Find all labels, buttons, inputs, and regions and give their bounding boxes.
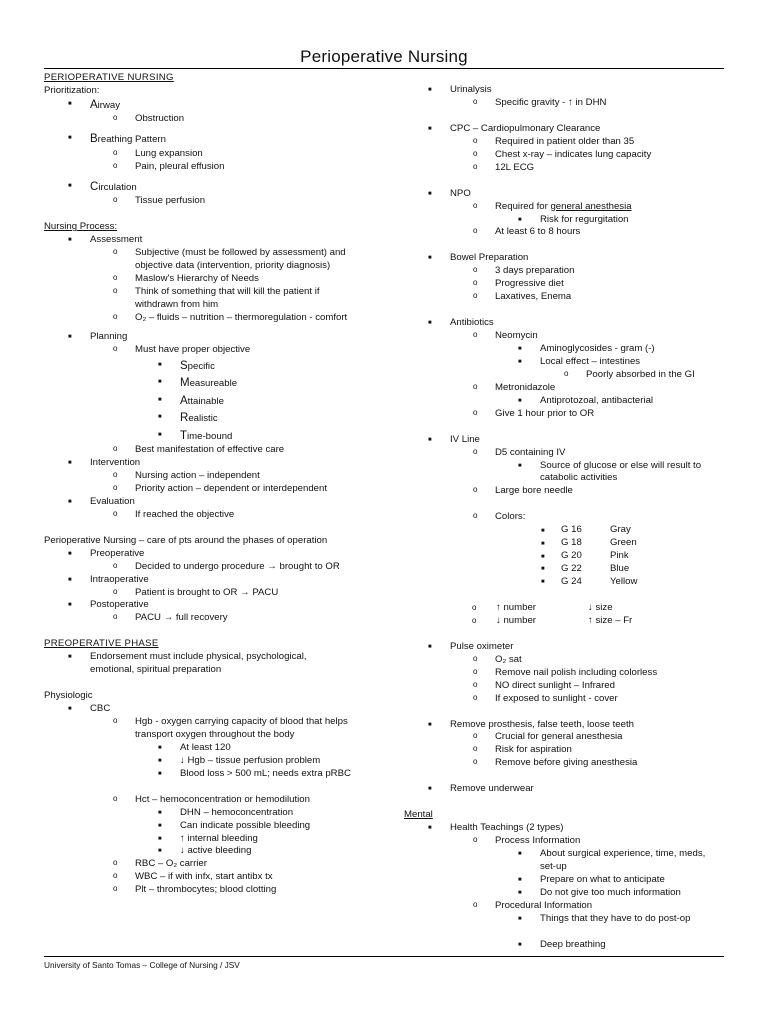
bullet-square-icon: ■	[541, 566, 545, 573]
list-item-smart: ■ Realistic	[158, 412, 218, 425]
list-item: o Hgb - oxygen carrying capacity of blood that helps transport oxygen throughout the body	[113, 716, 348, 740]
list-item: o Give 1 hour prior to OR	[473, 407, 595, 419]
bullet-circle-icon: o	[113, 311, 118, 321]
list-item: o PACU → full recovery	[113, 612, 228, 624]
bullet-square-icon: ■	[518, 889, 522, 896]
list-item: o Hct – hemoconcentration or hemodilution	[113, 793, 310, 805]
list-item: ■ ↑ internal bleeding	[158, 832, 258, 844]
bullet-square-icon: ■	[68, 498, 72, 505]
bullet-circle-icon: o	[473, 291, 478, 301]
bullet-square-icon: ■	[68, 706, 72, 713]
bullet-circle-icon: o	[473, 692, 478, 702]
table-row: ■ G 18 Green	[541, 537, 637, 549]
bullet-square-icon: ■	[428, 721, 432, 728]
bullet-circle-icon: o	[473, 96, 478, 106]
list-item-airway: ■ Airway	[68, 98, 121, 111]
bullet-square-icon: ■	[428, 320, 432, 327]
bullet-square-icon: ■	[158, 379, 162, 386]
bullet-circle-icon: o	[113, 560, 118, 570]
bullet-square-icon: ■	[158, 396, 162, 403]
bullet-circle-icon: o	[473, 200, 478, 210]
bullet-circle-icon: o	[113, 113, 118, 123]
bullet-circle-icon: o	[473, 757, 478, 767]
header-rule	[44, 68, 724, 69]
list-item: o Tissue perfusion	[113, 195, 206, 207]
list-item-urinalysis: ■ Urinalysis	[428, 84, 492, 95]
list-item: o Maslow's Hierarchy of Needs	[113, 272, 259, 284]
bullet-circle-icon: o	[473, 381, 478, 391]
bullet-square-icon: ■	[68, 333, 72, 340]
bullet-circle-icon: o	[113, 586, 118, 596]
list-item: o D5 containing IV	[473, 446, 566, 458]
right-column	[404, 84, 724, 952]
list-item: o WBC – if with infx, start antibx tx	[113, 871, 273, 883]
list-item: o Remove nail polish including colorless	[473, 666, 658, 678]
bullet-square-icon: ■	[518, 346, 522, 352]
section-heading-mental: Mental	[404, 809, 433, 821]
list-item-intraoperative: ■ Intraoperative	[68, 573, 149, 585]
bullet-square-icon: ■	[428, 825, 432, 832]
gauge-color-table	[541, 524, 637, 589]
bullet-square-icon: ■	[541, 553, 545, 560]
list-item: o Required in patient older than 35	[473, 135, 635, 147]
footer-rule	[44, 956, 724, 957]
bullet-square-icon: ■	[68, 654, 72, 661]
bullet-circle-icon: o	[472, 603, 477, 612]
list-item: ■ Source of glucose or else will result to catabolic activities	[518, 459, 702, 484]
bullet-square-icon: ■	[428, 643, 432, 650]
bullet-circle-icon: o	[113, 858, 118, 868]
list-item-cbc: ■ CBC	[68, 703, 111, 715]
list-item: ■ About surgical experience, time, meds, set-up	[518, 848, 706, 872]
bullet-square-icon: ■	[68, 550, 72, 557]
list-item: o Decided to undergo procedure → brought to OR	[113, 560, 340, 572]
bullet-circle-icon: o	[564, 368, 569, 378]
list-item: o Metronidazole	[473, 381, 556, 393]
bullet-circle-icon: o	[473, 265, 478, 275]
table-row: ■ G 22 Blue	[541, 563, 630, 575]
list-item: ■ DHN – hemoconcentration	[158, 806, 294, 818]
list-item: o Progressive diet	[473, 278, 564, 290]
list-item: ■ Do not give too much information	[518, 886, 681, 898]
page-title: Perioperative Nursing	[300, 47, 468, 66]
list-item-postoperative: ■ Postoperative	[68, 599, 149, 611]
bullet-square-icon: ■	[518, 941, 522, 948]
list-item: o Patient is brought to OR → PACU	[113, 586, 279, 598]
bullet-circle-icon: o	[113, 612, 118, 622]
bullet-circle-icon: o	[473, 744, 478, 754]
bullet-circle-icon: o	[473, 835, 478, 845]
list-item-smart: ■ Time-bound	[158, 429, 233, 442]
list-item-evaluation: ■ Evaluation	[68, 495, 135, 507]
bullet-circle-icon: o	[113, 716, 118, 725]
list-item: ■ Aminoglycosides - gram (-)	[518, 343, 655, 354]
bullet-circle-icon: o	[473, 148, 478, 158]
bullet-square-icon: ■	[68, 576, 72, 583]
list-item-bowel-prep: ■ Bowel Preparation	[428, 252, 529, 264]
section-heading-perioperative: PERIOPERATIVE NURSING	[44, 72, 174, 83]
bullet-square-icon: ■	[518, 915, 522, 922]
list-item: ■ Risk for regurgitation	[518, 213, 629, 225]
list-item-circulation: ■ Circulation	[68, 180, 137, 193]
list-item: o Required for general anesthesia	[473, 200, 632, 212]
bullet-square-icon: ■	[518, 876, 522, 883]
list-item-underwear: ■ Remove underwear	[428, 783, 534, 795]
list-item: o Subjective (must be followed by assessment) and objective data (intervention, priority diagnosis)	[113, 247, 346, 271]
bullet-circle-icon: o	[113, 793, 118, 803]
list-item-antibiotics: ■ Antibiotics	[428, 317, 494, 329]
list-item-preoperative: ■ Preoperative	[68, 547, 145, 559]
table-row: ■ G 24 Yellow	[541, 576, 638, 587]
list-item-health-teachings: ■ Health Teachings (2 types)	[428, 822, 564, 834]
bullet-square-icon: ■	[68, 100, 72, 107]
list-item: o Think of something that will kill the patient if withdrawn from him	[113, 285, 320, 310]
list-item: o Colors:	[473, 511, 526, 523]
list-item: o Procedural Information	[473, 899, 593, 911]
list-item: ■ Can indicate possible bleeding	[158, 819, 311, 831]
list-item: o Poorly absorbed in the GI	[564, 368, 695, 380]
list-item-smart: ■ Specific	[158, 359, 215, 372]
bullet-circle-icon: o	[113, 343, 118, 353]
bullet-circle-icon: o	[113, 482, 118, 492]
phases-paragraph: Perioperative Nursing – care of pts around the phases of operation	[44, 534, 328, 546]
table-row: o ↑ number ↓ size	[472, 601, 613, 613]
list-item: ■ Endorsement must include physical, psychological, emotional, spiritual preparation	[68, 651, 307, 676]
list-item-prosthesis: ■ Remove prosthesis, false teeth, loose teeth	[428, 718, 634, 730]
gauge-size-table	[472, 602, 632, 628]
bullet-square-icon: ■	[518, 462, 522, 469]
bullet-circle-icon: o	[472, 615, 477, 625]
bullet-square-icon: ■	[518, 851, 522, 857]
page-footer: University of Santo Tomas – College of Nursing / JSV	[44, 960, 240, 970]
bullet-square-icon: ■	[158, 835, 162, 842]
bullet-square-icon: ■	[518, 397, 522, 404]
bullet-circle-icon: o	[473, 485, 478, 495]
list-item: o Remove before giving anesthesia	[473, 757, 638, 769]
bullet-square-icon: ■	[158, 848, 162, 855]
bullet-square-icon: ■	[428, 125, 432, 132]
list-item-smart: ■ Measureable	[158, 377, 238, 390]
bullet-circle-icon: o	[113, 871, 118, 881]
bullet-circle-icon: o	[473, 226, 478, 236]
list-item: o Priority action – dependent or interdependent	[113, 482, 328, 494]
list-item: o O₂ – fluids – nutrition – thermoregulation - comfort	[113, 311, 348, 323]
bullet-square-icon: ■	[158, 361, 162, 368]
bullet-square-icon: ■	[158, 757, 162, 764]
list-item: o Crucial for general anesthesia	[473, 731, 623, 743]
list-item: o Specific gravity - ↑ in DHN	[473, 96, 607, 108]
bullet-circle-icon: o	[473, 666, 478, 676]
list-item-smart: ■ Attainable	[158, 394, 224, 407]
bullet-square-icon: ■	[158, 770, 162, 777]
bullet-square-icon: ■	[68, 135, 72, 142]
section-heading-nursing-process: Nursing Process:	[44, 221, 118, 233]
list-item: ■ Prepare on what to anticipate	[518, 873, 665, 885]
bullet-circle-icon: o	[113, 160, 118, 170]
bullet-square-icon: ■	[541, 540, 545, 547]
list-item: ■ Blood loss > 500 mL; needs extra pRBC	[158, 767, 351, 779]
list-item: o Neomycin	[473, 330, 538, 342]
list-item: o At least 6 to 8 hours	[473, 226, 581, 238]
list-item-assessment: ■ Assessment	[68, 234, 143, 246]
bullet-circle-icon: o	[113, 470, 118, 479]
physiologic-label: Physiologic	[44, 690, 93, 702]
bullet-circle-icon: o	[473, 446, 478, 456]
list-item-pulse-oximeter: ■ Pulse oximeter	[428, 640, 514, 652]
bullet-square-icon: ■	[158, 809, 162, 816]
bullet-circle-icon: o	[113, 444, 118, 454]
list-item: ■ Things that they have to do post-op	[518, 912, 691, 924]
bullet-circle-icon: o	[473, 278, 478, 288]
bullet-square-icon: ■	[541, 527, 545, 534]
bullet-square-icon: ■	[428, 190, 432, 197]
list-item: o Large bore needle	[473, 485, 573, 497]
list-item: o If exposed to sunlight - cover	[473, 692, 618, 704]
list-item: o Laxatives, Enema	[473, 291, 572, 303]
bullet-square-icon: ■	[518, 358, 522, 365]
bullet-square-icon: ■	[158, 431, 162, 438]
bullet-circle-icon: o	[473, 407, 478, 417]
list-item-intervention: ■ Intervention	[68, 457, 141, 469]
list-item-breathing: ■ Breathing Pattern	[68, 133, 166, 146]
bullet-square-icon: ■	[158, 822, 162, 829]
bullet-circle-icon: o	[473, 511, 478, 521]
bullet-square-icon: ■	[158, 414, 162, 421]
bullet-circle-icon: o	[473, 330, 478, 340]
bullet-square-icon: ■	[428, 255, 432, 262]
list-item: o Obstruction	[113, 113, 185, 125]
bullet-square-icon: ■	[158, 744, 162, 751]
table-row: ■ G 20 Pink	[541, 550, 629, 562]
list-item: o 3 days preparation	[473, 265, 575, 277]
bullet-circle-icon: o	[473, 135, 478, 145]
list-item-iv-line: ■ IV Line	[428, 433, 480, 445]
list-item-npo: ■ NPO	[428, 187, 471, 199]
bullet-circle-icon: o	[473, 679, 478, 689]
prioritization-label: Prioritization:	[44, 84, 100, 96]
list-item: o Lung expansion	[113, 147, 203, 159]
list-item: ■ Local effect – intestines	[518, 355, 641, 367]
list-item: o Best manifestation of effective care	[113, 444, 285, 456]
list-item: o O₂ sat	[473, 653, 522, 665]
list-item: ■ Antiprotozoal, antibacterial	[518, 394, 654, 406]
list-item: o Process Information	[473, 835, 581, 847]
list-item: o NO direct sunlight – Infrared	[473, 679, 615, 691]
list-item: ■ Deep breathing	[518, 938, 606, 950]
list-item: o Pain, pleural effusion	[113, 160, 225, 172]
list-item: ■ At least 120	[158, 741, 231, 753]
bullet-circle-icon: o	[473, 899, 478, 909]
bullet-square-icon: ■	[428, 87, 432, 93]
list-item: o Plt – thrombocytes; blood clotting	[113, 884, 277, 896]
bullet-circle-icon: o	[473, 161, 478, 171]
left-column	[44, 72, 374, 897]
bullet-circle-icon: o	[113, 147, 118, 157]
list-item: o 12L ECG	[473, 161, 535, 173]
bullet-square-icon: ■	[68, 237, 72, 244]
bullet-circle-icon: o	[113, 247, 118, 257]
list-item: ■ ↓ Hgb – tissue perfusion problem	[158, 754, 321, 766]
list-item: o If reached the objective	[113, 508, 235, 520]
bullet-circle-icon: o	[113, 195, 118, 205]
bullet-circle-icon: o	[113, 884, 118, 894]
bullet-square-icon: ■	[541, 579, 545, 586]
list-item-cpc: ■ CPC – Cardiopulmonary Clearance	[428, 122, 601, 134]
list-item: o Must have proper objective	[113, 343, 251, 355]
bullet-square-icon: ■	[518, 216, 522, 223]
list-item: o RBC – O₂ carrier	[113, 858, 207, 870]
section-heading-preoperative-phase: PREOPERATIVE PHASE	[44, 638, 159, 650]
table-row: o ↓ number ↑ size – Fr	[472, 614, 633, 626]
bullet-circle-icon: o	[473, 653, 478, 663]
bullet-square-icon: ■	[68, 460, 72, 467]
list-item: o Risk for aspiration	[473, 744, 572, 756]
list-item: ■ ↓ active bleeding	[158, 845, 252, 857]
list-item: o Nursing action – independent	[113, 470, 260, 481]
bullet-circle-icon: o	[113, 285, 118, 295]
list-item: o Chest x-ray – indicates lung capacity	[473, 148, 652, 160]
bullet-circle-icon: o	[113, 272, 118, 282]
bullet-circle-icon: o	[473, 731, 478, 741]
bullet-square-icon: ■	[428, 436, 432, 443]
bullet-circle-icon: o	[113, 508, 118, 518]
bullet-square-icon: ■	[428, 786, 432, 793]
bullet-square-icon: ■	[68, 182, 72, 189]
table-row: ■ G 16 Gray	[541, 524, 631, 536]
bullet-square-icon: ■	[68, 602, 72, 609]
list-item-planning: ■ Planning	[68, 330, 128, 342]
